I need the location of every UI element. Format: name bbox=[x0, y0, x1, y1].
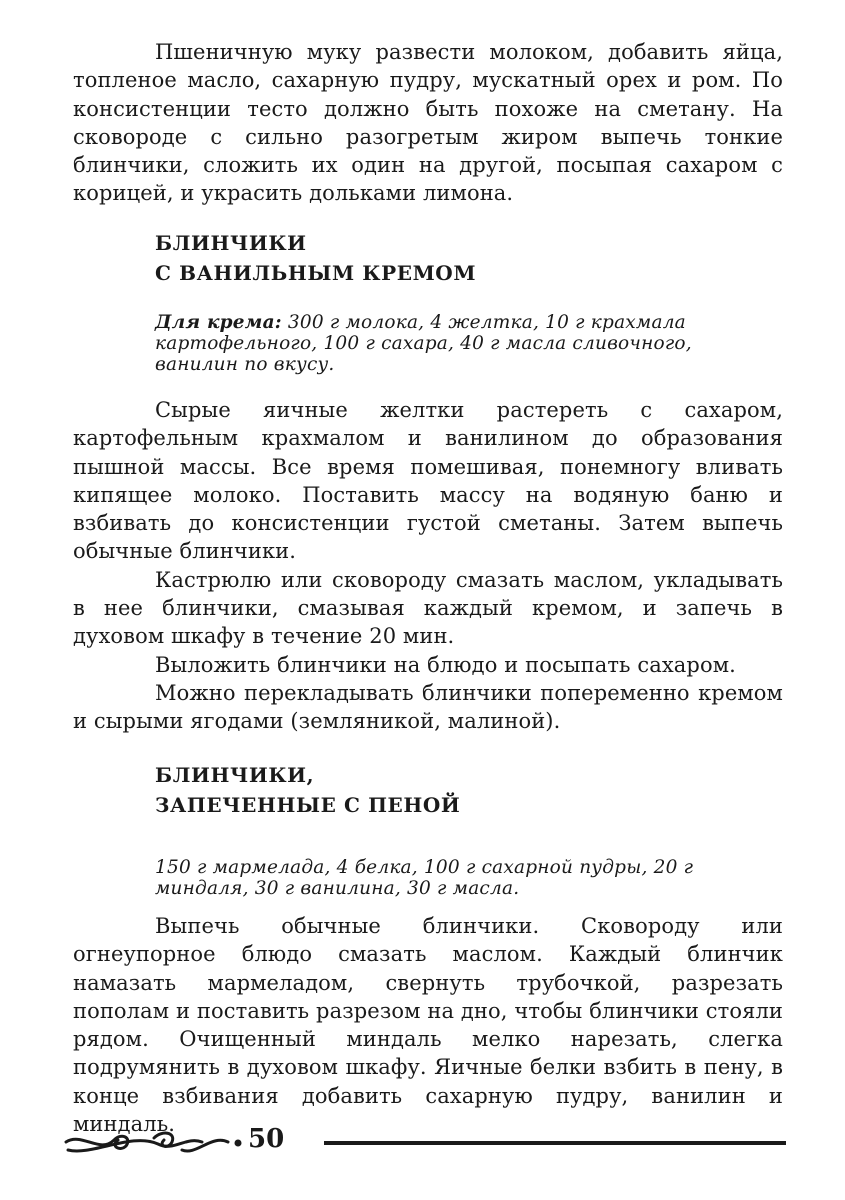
recipe-title-line: ЗАПЕЧЕННЫЕ С ПЕНОЙ bbox=[155, 793, 461, 817]
footer-rule bbox=[324, 1141, 786, 1145]
intro-text bbox=[73, 38, 783, 208]
ingredients-label: Для крема: bbox=[155, 312, 282, 333]
paragraph: Можно перекладывать блинчики попеременно кремом и сырыми ягодами (земляникой, малиной). bbox=[73, 680, 783, 734]
page-number: 50 bbox=[248, 1124, 285, 1154]
recipe-text-vanilla-cream bbox=[73, 396, 783, 736]
paragraph: Выпечь обычные блинчики. Сковороду или огнеупорное блюдо смазать маслом. Каждый блинчик намазать мармеладом, свернуть трубочкой, разрезать пополам и поставить разрезом на дно, чтобы блинчики стояли рядом. Очищенный миндаль мелко нарезать, слегка подрумянить в духовом шкафу. Яичные белки взбить в пену, в конце взбивания добавить сахарную пудру, ванилин и миндаль. bbox=[73, 914, 783, 1137]
recipe-text-baked-foam bbox=[73, 912, 783, 1138]
paragraph: Пшеничную муку развести молоком, добавить яйца, топленое масло, сахарную пудру, мускатный орех и ром. По консистенции тесто должно быть похоже на сметану. На сковороде с сильно разогретым жиром выпечь тонкие блинчики, сложить их один на другой, посыпая сахаром с корицей, и украсить дольками лимона. bbox=[73, 40, 783, 206]
recipe-title-line: С ВАНИЛЬНЫМ КРЕМОМ bbox=[155, 261, 477, 285]
recipe-title-vanilla-cream bbox=[155, 228, 476, 288]
paragraph: Выложить блинчики на блюдо и посыпать сахаром. bbox=[155, 652, 736, 677]
ingredients-text: 150 г мармелада, 4 белка, 100 г сахарной пудры, 20 г миндаля, 30 г ванилина, 30 г масла. bbox=[155, 857, 694, 899]
ingredients-baked-foam bbox=[155, 857, 715, 899]
paragraph: Кастрюлю или сковороду смазать маслом, укладывать в нее блинчики, смазывая каждый кремом, и запечь в духовом шкафу в течение 20 мин. bbox=[73, 567, 783, 649]
flourish-ornament-icon bbox=[62, 1128, 242, 1158]
recipe-title-line: БЛИНЧИКИ bbox=[155, 231, 307, 255]
paragraph: Сырые яичные желтки растереть с сахаром, картофельным крахмалом и ванилином до образования пышной массы. Все время помешивая, понемногу вливать кипящее молоко. Поставить массу на водяную баню и взбивать до консистенции густой сметаны. Затем выпечь обычные блинчики. bbox=[73, 398, 783, 564]
ingredients-text: 300 г молока, 4 желтка, 10 г крахмала картофельного, 100 г сахара, 40 г масла сливочного, ванилин по вкусу. bbox=[155, 312, 692, 375]
recipe-title-baked-foam bbox=[155, 760, 460, 820]
recipe-title-line: БЛИНЧИКИ, bbox=[155, 763, 315, 787]
ingredients-vanilla-cream bbox=[155, 312, 715, 375]
